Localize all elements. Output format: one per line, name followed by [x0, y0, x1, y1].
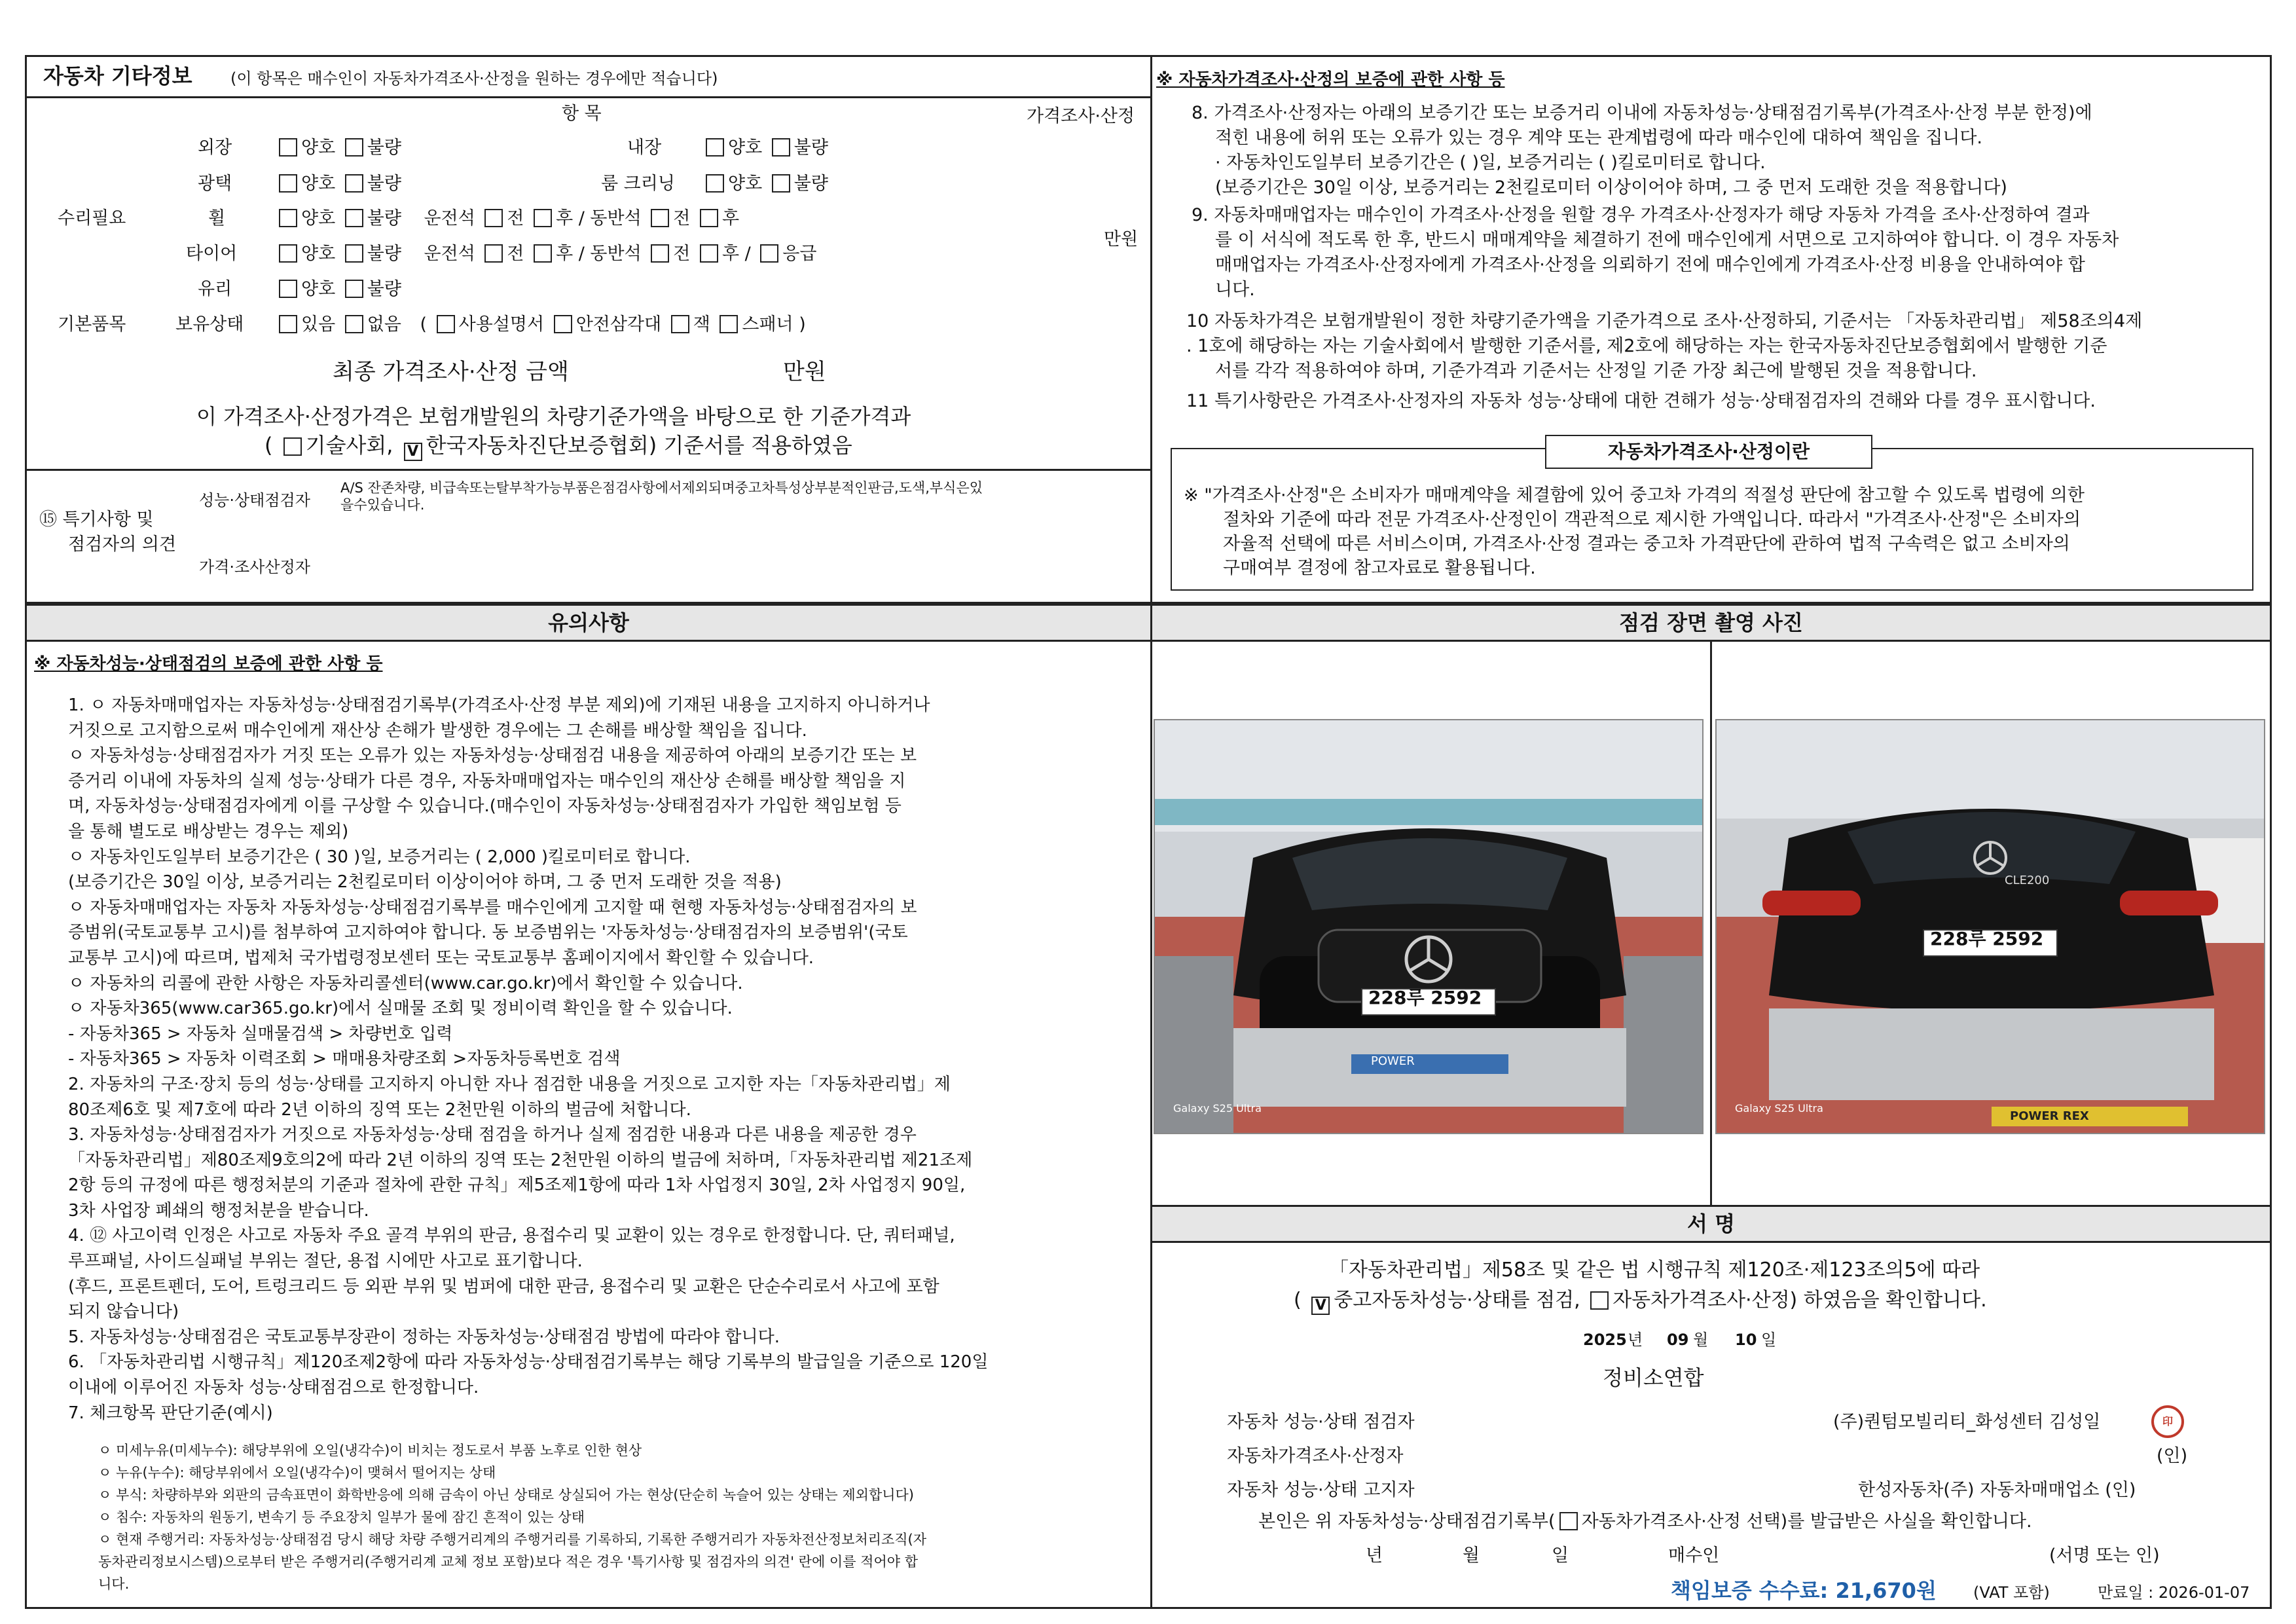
tire-passenger-rear-checkbox[interactable] — [700, 244, 718, 263]
possession-yes-checkbox[interactable] — [279, 315, 297, 333]
tire-label: 타이어 — [186, 244, 238, 264]
sign-or-seal-note: (서명 또는 인) — [2049, 1545, 2160, 1566]
price-definition-text: ※ "가격조사·산정"은 소비자가 매매계약을 체결함에 있어 중고차 가격의 적절성 판단에 참고할 수 있도록 법령에 의한 절차와 기준에 따라 전문 가격조사·산정인이 객관적으로 제시한 가액입니다. 따라서 "가격조사·산정"은 소비자의 자율적 선택에 따른 서비스이며, 가격조사·산정 결과는 중고차 가격판단에 관하여 법적 구속력은 없고 소비자의 구매여부 결정에 참고자료로 활용됩니다. — [1184, 485, 2085, 578]
glass-good-checkbox[interactable] — [279, 280, 297, 298]
note-line: 이내에 이루어진 자동차 성능·상태점검으로 한정합니다. — [68, 1378, 479, 1398]
note-sub-item: ㅇ 부식: 차량하부와 외판의 금속표면이 화학반응에 의해 금속이 아닌 상태로 상실되어 가는 현상(단순히 녹슬어 있는 상태는 제외합니다) — [98, 1487, 914, 1503]
wheel-driver-rear-checkbox[interactable] — [534, 209, 552, 227]
sign-appraiser-label: 자동차가격조사·산정자 — [1227, 1446, 1404, 1466]
front-car-image — [1155, 720, 1702, 1133]
note-sub-item: 동차관리정보시스템)으로부터 받은 주행거리(주행거리계 교체 정보 포함)보다 적은 경우 '특기사항 및 점검자의 의견' 란에 이를 적어야 합 — [98, 1554, 918, 1570]
front-plate: 228루 2592 — [1368, 987, 1482, 1008]
note-sub-item: 니다. — [98, 1576, 130, 1592]
warranty-fee-vat: (VAT 포함) — [1973, 1583, 2050, 1602]
inspector-label: 성능·상태점검자 — [199, 491, 310, 509]
column-item-header: 항 목 — [562, 103, 602, 124]
wheel-options: 양호 불량 운전석 전 후 / 동반석 전 후 — [275, 208, 739, 229]
inspector-seal: 印 — [2151, 1405, 2184, 1438]
note-line: ㅇ 자동차인도일부터 보증기간은 ( 30 )일, 보증거리는 ( 2,000 )킬로미터로 합니다. — [68, 847, 691, 867]
price-guarantee-heading: ※ 자동차가격조사·산정의 보증에 관한 사항 등 — [1156, 70, 1505, 90]
note-line: 7. 체크항목 판단기준(예시) — [68, 1403, 273, 1423]
wheel-driver-front-checkbox[interactable] — [484, 209, 503, 227]
rear-model-badge: CLE200 — [2005, 874, 2050, 887]
basis-line-2: ( 기술사회, V 한국자동차진단보증협회) 기준서를 적용하였음 — [264, 433, 852, 460]
note-line: 「자동차관리법」제80조제9호의2에 따라 2년 이하의 징역 또는 2천만원 이하의 벌금에 처하며,「자동차관리법 제21조제 — [68, 1150, 973, 1170]
note-line: 루프패널, 사이드실패널 부위는 절단, 용접 시에만 사고로 표기합니다. — [68, 1251, 583, 1272]
signature-law-line: 「자동차관리법」제58조 및 같은 법 시행규칙 제120조·제123조의5에 따라 — [1329, 1259, 1980, 1282]
rear-photo — [1715, 719, 2265, 1134]
rear-plate: 228루 2592 — [1930, 928, 2044, 950]
gloss-label: 광택 — [198, 174, 232, 194]
warranty-expiry: 만료일 : 2026-01-07 — [2098, 1583, 2250, 1602]
glass-label: 유리 — [198, 279, 232, 299]
exterior-bad-checkbox[interactable] — [345, 138, 363, 157]
basis-korea-checkbox[interactable]: V — [404, 443, 422, 461]
note-line: (후드, 프론트펜더, 도어, 트렁크리드 등 외판 부위 및 범퍼에 대한 판금, 용접수리 및 교환은 단순수리로서 사고에 포함 — [68, 1276, 939, 1297]
tire-passenger-front-checkbox[interactable] — [651, 244, 669, 263]
tire-good-checkbox[interactable] — [279, 244, 297, 263]
receipt-price-checkbox[interactable] — [1559, 1512, 1578, 1530]
possession-label: 보유상태 — [175, 314, 244, 335]
note-line: 3. 자동차성능·상태점검자가 거짓으로 자동차성능·상태 점검을 하거나 실제 점검한 내용과 다른 내용을 제공한 경우 — [68, 1125, 917, 1145]
note-line: 6. 「자동차관리법 시행규칙」제120조제2항에 따라 자동차성능·상태점검기록부는 해당 기록부의 발급일을 기준으로 120일 — [68, 1352, 989, 1373]
interior-options: 양호 불량 — [702, 138, 828, 158]
sign-notifier-value: 한성자동차(주) 자동차매매업소 (인) — [1858, 1480, 2136, 1500]
rear-badge: POWER REX — [2010, 1109, 2089, 1123]
note-line: 1. ㅇ 자동차매매업자는 자동차성능·상태점검기록부(가격조사·산정 부분 제외)에 기재된 내용을 고지하지 아니하거나 — [68, 695, 930, 715]
note-line: ㅇ 자동차365(www.car365.go.kr)에서 실매물 조회 및 정비이력 확인을 할 수 있습니다. — [68, 999, 733, 1019]
receipt-confirm-line: 본인은 위 자동차성능·상태점검기록부( 자동차가격조사·산정 선택)를 발급받은 사실을 확인합니다. — [1258, 1511, 2032, 1532]
final-amount-label: 최종 가격조사·산정 금액 — [333, 359, 569, 385]
signature-confirm-line: ( V 중고자동차성능·상태를 점검, 자동차가격조사·산정) 하였음을 확인합니다. — [1294, 1289, 1987, 1314]
unit-manwon: 만원 — [1104, 229, 1139, 249]
item-11: 11 특기사항란은 가격조사·산정자의 자동차 성능·상태에 대한 견해가 성능·상태점검자의 견해와 다를 경우 표시합니다. — [1186, 391, 2096, 411]
photos-bar: 점검 장면 촬영 사진 — [1152, 604, 2270, 642]
union-name: 정비소연합 — [1603, 1365, 1704, 1390]
other-info-title: 자동차 기타정보 — [43, 64, 192, 88]
note-line: 2항 등의 규정에 따른 행정처분의 기준과 절차에 관한 규칙」제5조제1항에 따라 1차 사업정지 30일, 2차 사업정지 90일, — [68, 1175, 966, 1196]
note-line: 증범위(국토교통부 고시)를 첨부하여 고지하여야 합니다. 동 보증범위는 '자동차성능·상태점검자의 보증범위'(국토 — [68, 923, 908, 943]
basis-tech-checkbox[interactable] — [283, 437, 302, 456]
exterior-options: 양호 불량 — [275, 138, 401, 158]
gloss-good-checkbox[interactable] — [279, 174, 297, 193]
inspector-note-1: A/S 잔존차량, 비급속또는탈부착가능부품은점검사항에서제외되며중고차특성상부분적인판금,도색,부식은있 — [340, 480, 983, 496]
remarks-label-2: 점검자의 의견 — [68, 534, 177, 555]
note-line: 교통부 고시)에 따르며, 법제처 국가법령정보센터 또는 국토교통부 홈페이지에서 확인할 수 있습니다. — [68, 948, 814, 968]
tire-driver-front-checkbox[interactable] — [484, 244, 503, 263]
note-line: 2. 자동차의 구조·장치 등의 성능·상태를 고지하지 아니한 자나 점검한 내용을 거짓으로 고지한 자는「자동차관리법」제 — [68, 1074, 951, 1094]
price-definition-title: 자동차가격조사·산정이란 — [1545, 435, 1872, 469]
note-line: ㅇ 자동차성능·상태점검자가 거짓 또는 오류가 있는 자동차성능·상태점검 내용을 제공하여 아래의 보증기간 또는 보 — [68, 746, 917, 766]
note-line: 을 통해 별도로 배상받는 경우는 제외) — [68, 821, 349, 841]
warranty-fee: 책임보증 수수료: 21,670원 — [1671, 1578, 1937, 1603]
date-month-blank: 월 — [1463, 1545, 1480, 1566]
remarks-divider — [27, 469, 1150, 471]
manual-checkbox[interactable] — [437, 315, 455, 333]
item-8: 8. 가격조사·산정자는 아래의 보증기간 또는 보증거리 이내에 자동차성능·상태점검기록부(가격조사·산정 부분 한정)에 적힌 내용에 허위 또는 오류가 있는 경우 계약 또는 관계법령에 따라 매수인에 대하여 책임을 집니다. · 자동차인도일부터 보증기간은 ( )일, 보증거리는 ( )킬로미터로 합니다. (보증기간은 30일 이상, 보증거리는 2천킬로미터 이상이어야 하며, 그 중 먼저 도래한 것을 적용합니다) — [1192, 103, 2092, 198]
tire-driver-rear-checkbox[interactable] — [534, 244, 552, 263]
interior-bad-checkbox[interactable] — [772, 138, 790, 157]
sign-inspector-label: 자동차 성능·상태 점검자 — [1227, 1412, 1415, 1432]
sign-year: 2025 — [1583, 1331, 1627, 1349]
column-price-header: 가격조사·산정 — [1027, 106, 1135, 126]
price-appraisal-checkbox[interactable] — [1590, 1291, 1609, 1310]
front-photo — [1154, 719, 1704, 1134]
sign-notifier-label: 자동차 성능·상태 고지자 — [1227, 1480, 1415, 1500]
tire-bad-checkbox[interactable] — [345, 244, 363, 263]
note-line: 며, 자동차성능·상태점검자에게 이를 구상할 수 있습니다.(매수인이 자동차성능·상태점검자가 가입한 책임보험 등 — [68, 796, 902, 817]
room-cleaning-label: 룸 크리닝 — [601, 174, 675, 194]
note-line: 증거리 이내에 자동차의 실제 성능·상태가 다른 경우, 자동차매매업자는 매수인의 재산상 손해를 배상할 책임을 지 — [68, 771, 906, 791]
notes-bar: 유의사항 — [27, 604, 1150, 642]
note-sub-item: ㅇ 미세누유(미세누수): 해당부위에 오일(냉각수)이 비치는 정도로서 부품 노후로 인한 현상 — [98, 1443, 642, 1458]
note-line: - 자동차365 > 자동차 실매물검색 > 차량번호 입력 — [68, 1024, 453, 1044]
sign-inspector-value: (주)퀀텀모빌리티_화성센터 김성일 — [1833, 1412, 2101, 1432]
sign-year-unit: 년 — [1628, 1331, 1643, 1349]
item-10: 10 자동차가격은 보험개발원이 정한 차량기준가액을 기준가격으로 조사·산정하되, 기준서는 「자동차관리법」 제58조의4제 . 1호에 해당하는 자는 기술사회에서 발행한 기준서를, 제2호에 해당하는 자는 한국자동차진단보증협회에서 발행한 기준 서를 각각 적용하여야 하며, 기준가격과 기준서는 산정일 기준 가장 최근에 발행된 것을 적용합니다. — [1186, 311, 2143, 381]
note-line: 3차 사업장 폐쇄의 행정처분을 받습니다. — [68, 1200, 369, 1221]
basis-line-1: 이 가격조사·산정가격은 보험개발원의 차량기준가액을 바탕으로 한 기준가격과 — [196, 404, 911, 429]
note-line: 거짓으로 고지함으로써 매수인에게 재산상 손해가 발생한 경우에는 그 손해를 배상할 책임을 집니다. — [68, 720, 807, 741]
note-sub-item: ㅇ 누유(누수): 해당부위에서 오일(냉각수)이 맺혀서 떨어지는 상태 — [98, 1465, 496, 1481]
note-line: 80조제6호 및 제7호에 따라 2년 이하의 징역 또는 2천만원 이하의 벌금에 처합니다. — [68, 1099, 691, 1120]
gloss-options: 양호 불량 — [275, 174, 401, 194]
note-line: 4. ⑫ 사고이력 인정은 사고로 자동차 주요 골격 부위의 판금, 용접수리 및 교환이 있는 경우로 한정합니다. 단, 쿼터패널, — [68, 1226, 955, 1246]
notes-lines — [68, 693, 988, 1426]
note-line: (보증기간은 30일 이상, 보증거리는 2천킬로미터 이상이어야 하며, 그 중 먼저 도래한 것을 적용) — [68, 872, 782, 893]
glass-bad-checkbox[interactable] — [345, 280, 363, 298]
buyer-label: 매수인 — [1668, 1545, 1720, 1566]
basic-items-label: 기본품목 — [58, 314, 126, 335]
item-9: 9. 자동차매매업자는 매수인이 가격조사·산정을 원할 경우 가격조사·산정자가 해당 자동차 가격을 조사·산정하여 결과 를 이 서식에 적도록 한 후, 반드시 매매계약을 체결하기 전에 매수인에게 서면으로 고지하여야 합니다. 이 경우 자동차 매매업자는 가격조사·산정자에게 가격조사·산정을 의뢰하기 전에 매수인에게 가격조사·산정 비용을 안내하여야 합 니다. — [1192, 205, 2119, 300]
sign-day-unit: 일 — [1761, 1331, 1777, 1349]
inspector-note-2: 을수있습니다. — [340, 497, 425, 513]
sign-month-unit: 월 — [1693, 1331, 1709, 1349]
sign-day: 10 — [1735, 1331, 1757, 1349]
room-cleaning-options: 양호 불량 — [702, 174, 828, 194]
possession-no-checkbox[interactable] — [345, 315, 363, 333]
other-info-note: (이 항목은 매수인이 자동차가격조사·산정을 원하는 경우에만 적습니다) — [230, 69, 718, 88]
room-cleaning-good-checkbox[interactable] — [706, 174, 724, 193]
wheel-bad-checkbox[interactable] — [345, 209, 363, 227]
rear-car-image — [1717, 720, 2264, 1133]
exterior-label: 외장 — [198, 138, 232, 158]
wheel-passenger-front-checkbox[interactable] — [651, 209, 669, 227]
note-line: ㅇ 자동차매매업자는 자동차 자동차성능·상태점검기록부를 매수인에게 고지할 때 현행 자동차성능·상태점검자의 보 — [68, 897, 917, 917]
used-car-check-checkbox[interactable]: V — [1311, 1297, 1330, 1315]
front-badge: POWER — [1371, 1054, 1415, 1068]
note-line: ㅇ 자동차의 리콜에 관한 사항은 자동차리콜센터(www.car.go.kr)에서 확인할 수 있습니다. — [68, 973, 743, 993]
photos-divider — [1710, 640, 1712, 1205]
tire-spare-checkbox[interactable] — [760, 244, 778, 263]
final-amount-unit: 만원 — [783, 359, 826, 385]
interior-label: 내장 — [627, 138, 662, 158]
note-sub-item: ㅇ 침수: 자동차의 원동기, 변속기 등 주요장치 일부가 물에 잠긴 흔적이 있는 상태 — [98, 1509, 585, 1525]
spanner-checkbox[interactable] — [720, 315, 738, 333]
triangle-checkbox[interactable] — [554, 315, 572, 333]
wheel-label: 휠 — [208, 208, 226, 229]
appraiser-label: 가격·조사산정자 — [199, 558, 310, 576]
front-watermark: Galaxy S25 Ultra — [1173, 1102, 1262, 1115]
wheel-good-checkbox[interactable] — [279, 209, 297, 227]
gloss-bad-checkbox[interactable] — [345, 174, 363, 193]
remarks-label-1: ⑮ 특기사항 및 — [39, 509, 154, 530]
note-line: - 자동차365 > 자동차 이력조회 > 매매용차량조회 >자동차등록번호 검색 — [68, 1049, 621, 1069]
jack-checkbox[interactable] — [671, 315, 689, 333]
sign-appraiser-value: (인) — [2157, 1446, 2188, 1466]
repair-needed-label: 수리필요 — [58, 208, 126, 229]
glass-options: 양호 불량 — [275, 279, 401, 300]
notes-sub-items — [98, 1439, 926, 1595]
note-line: 되지 않습니다) — [68, 1302, 179, 1322]
tire-options: 양호 불량 운전석 전 후 / 동반석 전 후 / 응급 — [275, 244, 816, 265]
date-year-blank: 년 — [1366, 1545, 1383, 1566]
sign-month: 09 — [1667, 1331, 1689, 1349]
signature-bar: 서 명 — [1152, 1205, 2270, 1243]
date-day-blank: 일 — [1552, 1545, 1569, 1566]
wheel-passenger-rear-checkbox[interactable] — [700, 209, 718, 227]
exterior-good-checkbox[interactable] — [279, 138, 297, 157]
interior-good-checkbox[interactable] — [706, 138, 724, 157]
note-line: 5. 자동차성능·상태점검은 국토교통부장관이 정하는 자동차성능·상태점검 방법에 따라야 합니다. — [68, 1327, 780, 1347]
notes-heading: ※ 자동차성능·상태점검의 보증에 관한 사항 등 — [34, 654, 383, 674]
rear-watermark: Galaxy S25 Ultra — [1735, 1102, 1823, 1115]
possession-options: 있음 없음 ( 사용설명서 안전삼각대 잭 스패너 ) — [275, 314, 806, 335]
note-sub-item: ㅇ 현재 주행거리: 자동차성능·상태점검 당시 해당 차량 주행거리계의 주행거리를 기록하되, 기록한 주행거리가 자동차전산정보처리조직(자 — [98, 1532, 927, 1547]
room-cleaning-bad-checkbox[interactable] — [772, 174, 790, 193]
